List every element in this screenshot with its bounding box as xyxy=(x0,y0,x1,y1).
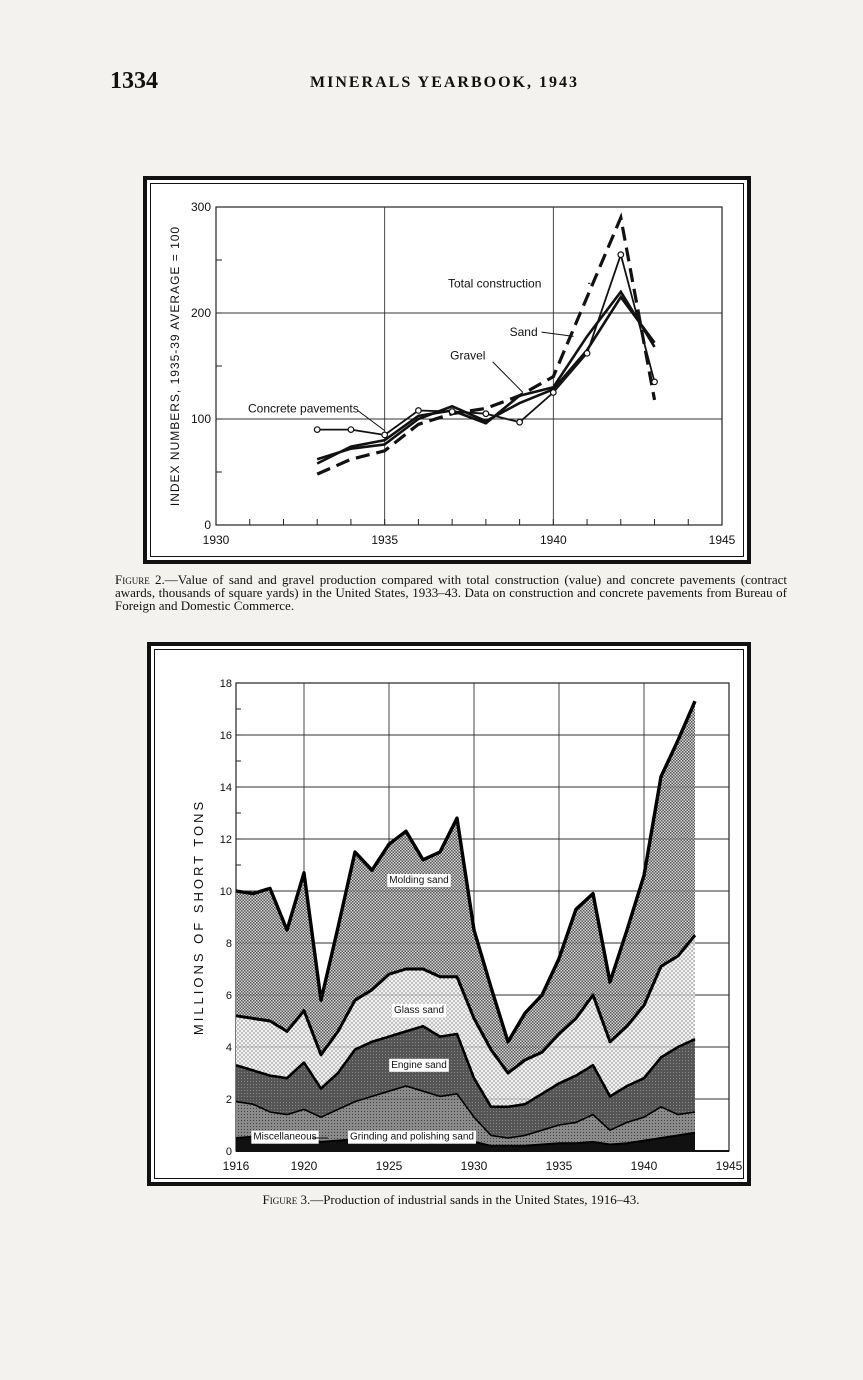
y-tick-label: 0 xyxy=(225,1146,232,1158)
y-tick-label: 100 xyxy=(190,412,211,426)
y-tick-label: 2 xyxy=(225,1094,232,1106)
series-concrete-pavements-point xyxy=(449,409,455,415)
series-concrete-pavements-point xyxy=(652,379,658,385)
series-concrete-pavements-point xyxy=(551,390,557,396)
figure-3-caption-text: —Production of industrial sands in the United States, 1916–43. xyxy=(310,1192,640,1207)
series-total-construction-line xyxy=(317,218,654,475)
y-tick-label: 200 xyxy=(190,306,211,320)
y-tick-label: 300 xyxy=(190,200,211,214)
x-tick-label: 1930 xyxy=(460,1159,488,1173)
series-sand-label: Sand xyxy=(509,325,538,340)
y-axis-label: MILLIONS OF SHORT TONS xyxy=(191,798,206,1036)
series-concrete-pavements-point xyxy=(416,408,422,414)
x-tick-label: 1925 xyxy=(375,1159,403,1173)
x-tick-label: 1940 xyxy=(539,533,567,547)
y-tick-label: 0 xyxy=(204,518,211,532)
figure-3-area-chart xyxy=(151,646,747,1182)
area-grinding-and-polishing-sand-label: Grinding and polishing sand xyxy=(350,1131,474,1143)
x-tick-label: 1916 xyxy=(222,1159,250,1173)
series-concrete-pavements-point xyxy=(618,252,624,258)
area-miscellaneous-label: Miscellaneous xyxy=(253,1131,317,1143)
series-gravel-line xyxy=(317,292,654,464)
area-glass-sand-label: Glass sand xyxy=(393,1005,445,1017)
series-concrete-pavements-leader xyxy=(358,411,385,431)
y-tick-label: 16 xyxy=(219,730,232,742)
y-tick-label: 10 xyxy=(219,886,232,898)
y-tick-label: 6 xyxy=(225,990,232,1002)
x-tick-label: 1935 xyxy=(545,1159,573,1173)
x-tick-label: 1920 xyxy=(290,1159,318,1173)
series-concrete-pavements-label: Concrete pavements xyxy=(248,401,359,416)
x-tick-label: 1940 xyxy=(630,1159,658,1173)
figure-2-line-chart xyxy=(147,180,747,560)
y-tick-label: 14 xyxy=(219,782,232,794)
area-engine-sand-label: Engine sand xyxy=(391,1059,447,1071)
page-number: 1334 xyxy=(110,68,158,94)
series-concrete-pavements-point xyxy=(517,419,523,425)
y-tick-label: 4 xyxy=(225,1042,232,1054)
y-tick-label: 12 xyxy=(219,834,232,846)
x-tick-label: 1945 xyxy=(708,533,736,547)
figure-2-caption-text: —Value of sand and gravel production compared with total construction (value) and concrete pavements (contract awards, thousands of square yards) in the United States, 1933–43. Data on construction and concrete pavements from Bureau of Foreign and Domestic Commerce. xyxy=(115,572,787,613)
series-concrete-pavements-point xyxy=(584,350,590,356)
y-tick-label: 8 xyxy=(225,938,232,950)
series-total-construction-label: Total construction xyxy=(448,276,542,291)
y-axis-label: INDEX NUMBERS, 1935-39 AVERAGE = 100 xyxy=(168,225,182,507)
series-sand-line xyxy=(317,297,654,459)
figure-3-frame xyxy=(147,642,751,1186)
running-title: MINERALS YEARBOOK, 1943 xyxy=(310,74,579,91)
x-tick-label: 1935 xyxy=(371,533,399,547)
series-gravel-leader xyxy=(493,362,523,393)
area-molding-sand-label: Molding sand xyxy=(389,875,449,886)
series-gravel-label: Gravel xyxy=(450,348,486,363)
series-concrete-pavements-point xyxy=(483,411,489,417)
series-sand-leader xyxy=(542,332,574,336)
series-concrete-pavements-point xyxy=(348,427,354,433)
x-tick-label: 1930 xyxy=(202,533,230,547)
figure-2-label: Figure 2. xyxy=(115,572,165,587)
plot-area xyxy=(216,207,722,525)
figure-3-label: Figure 3. xyxy=(262,1192,311,1207)
series-concrete-pavements-point xyxy=(314,427,320,433)
figure-2-frame xyxy=(143,176,751,564)
figure-2-caption xyxy=(115,573,787,612)
y-tick-label: 18 xyxy=(219,678,232,690)
x-tick-label: 1945 xyxy=(715,1159,743,1173)
series-concrete-pavements-point xyxy=(382,432,388,438)
figure-3-caption xyxy=(115,1193,787,1206)
